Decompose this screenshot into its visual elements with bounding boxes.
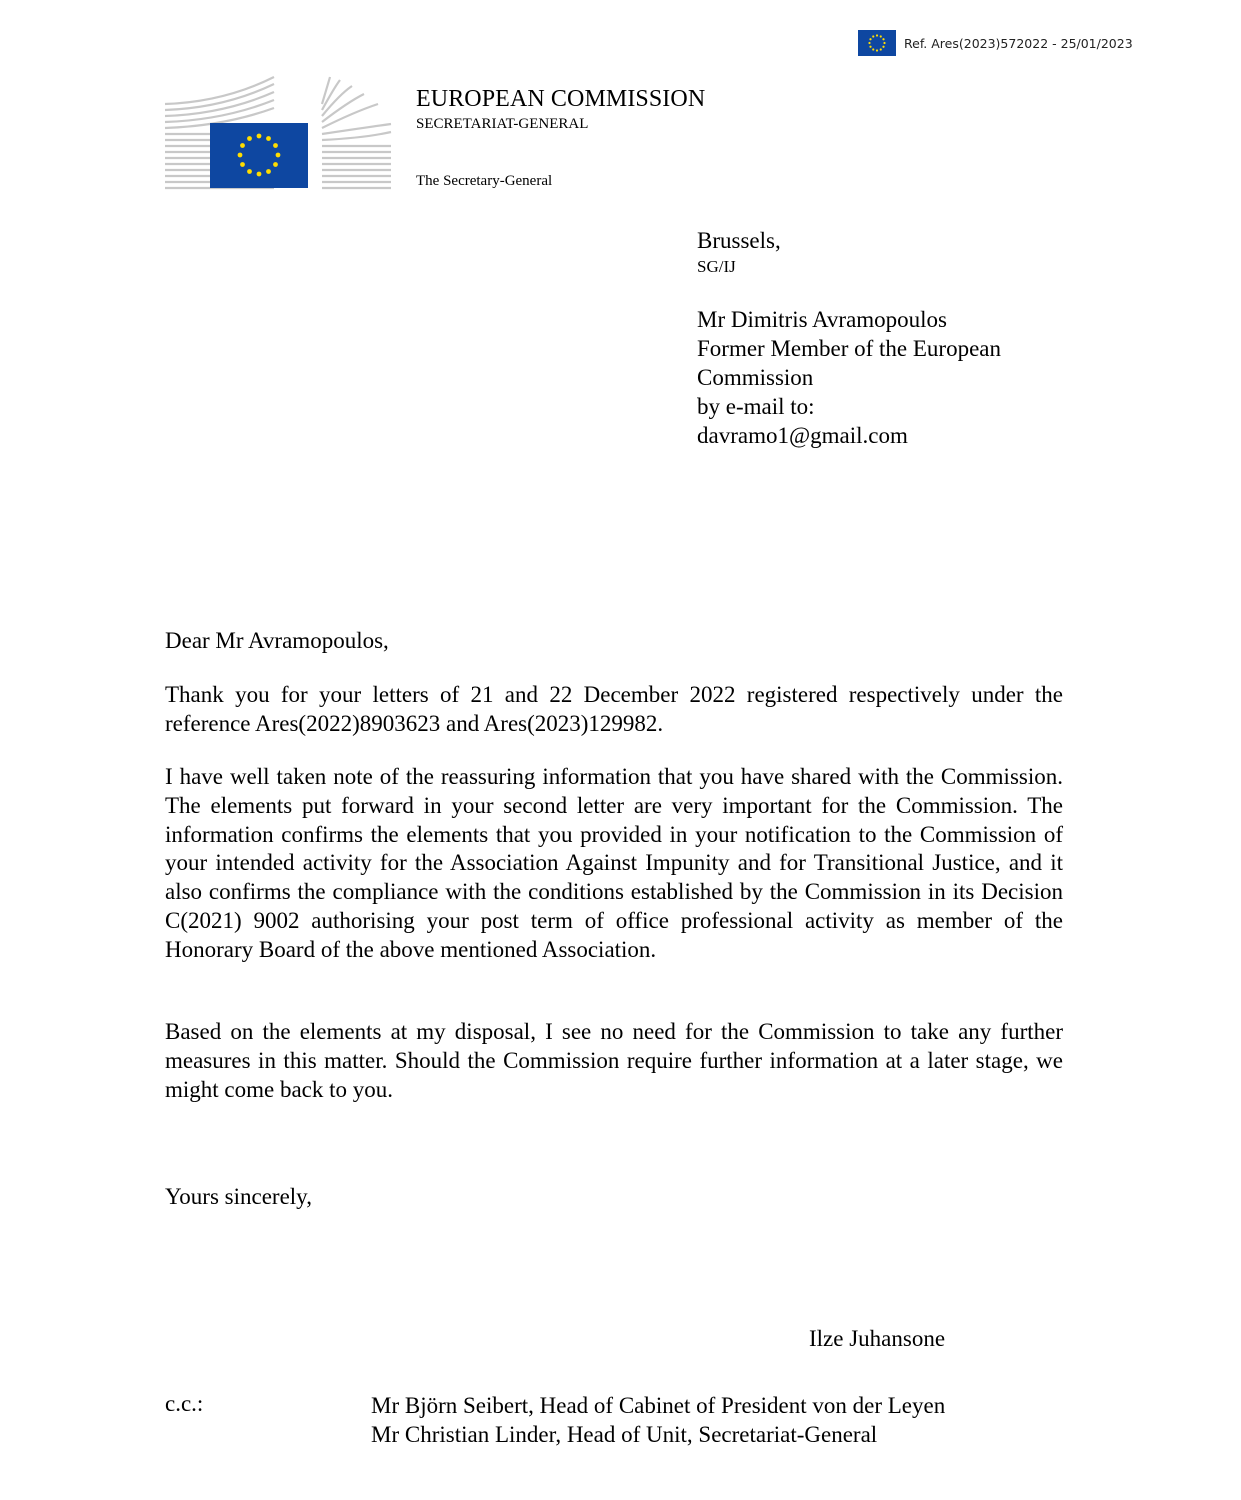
cc-recipient: Mr Christian Linder, Head of Unit, Secretariat-General (371, 1422, 878, 1447)
internal-reference: SG/IJ (697, 257, 736, 276)
letter-paragraph: Thank you for your letters of 21 and 22 December 2022 registered respectively under the reference Ares(2022)8903623 and Ares(2023)129982. (165, 682, 1063, 736)
recipient-role-line-1: Former Member of the European (697, 336, 1002, 361)
recipient-delivery-note: by e-mail to: (697, 394, 815, 419)
letter-paragraph: I have well taken note of the reassuring information that you have shared with the Commission. The elements put forward in your second letter are very important for the Commission. The information confirms the elements that you provided in your notification to the Commission of your intended activity for the Association Against Impunity and for Transitional Justice, and it also confirms the compliance with the conditions established by the Commission in its Decision C(2021) 9002 authorising your post term of office professional activity as member of the Honorary Board of the above mentioned Association. (165, 764, 1063, 962)
letter-place: Brussels, (697, 228, 781, 253)
cc-recipients (371, 1391, 945, 1449)
registration-reference: Ref. Ares(2023)572022 - 25/01/2023 (904, 35, 1133, 51)
cc-recipient: Mr Björn Seibert, Head of Cabinet of President von der Leyen (371, 1393, 946, 1418)
eu-flag-icon (858, 30, 896, 56)
cc-label: c.c.: (165, 1391, 204, 1416)
closing: Yours sincerely, (165, 1184, 312, 1209)
letter-paragraph: Based on the elements at my disposal, I see no need for the Commission to take any further measures in this matter. Should the Commission require further information at a later stage, we might come back to you. (165, 1019, 1063, 1102)
salutation: Dear Mr Avramopoulos, (165, 628, 389, 653)
recipient-address (697, 305, 1077, 450)
recipient-role-line-2: Commission (697, 365, 814, 390)
sender-title: The Secretary-General (416, 173, 553, 189)
recipient-email: davramo1@gmail.com (697, 423, 908, 448)
european-commission-logo (164, 76, 392, 190)
signatory-name: Ilze Juhansone (809, 1326, 946, 1351)
registration-stamp (858, 30, 1133, 56)
recipient-name: Mr Dimitris Avramopoulos (697, 307, 948, 332)
organisation-name: EUROPEAN COMMISSION (416, 86, 706, 112)
department-name: SECRETARIAT-GENERAL (416, 116, 589, 132)
